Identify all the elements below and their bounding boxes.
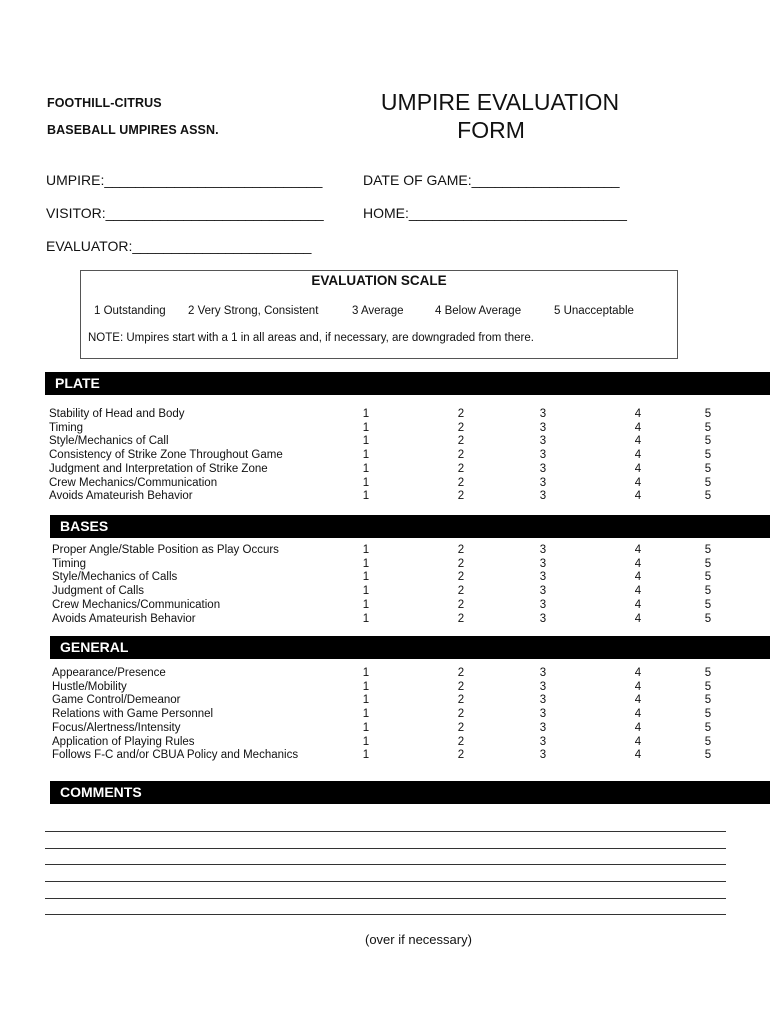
rating-option[interactable]: 5 xyxy=(704,721,712,734)
rating-option[interactable]: 2 xyxy=(457,408,465,420)
rating-option[interactable]: 5 xyxy=(704,449,712,462)
rating-option[interactable]: 2 xyxy=(457,544,465,556)
rating-option[interactable]: 1 xyxy=(362,598,370,611)
rating-option[interactable]: 1 xyxy=(362,749,370,762)
rating-option[interactable]: 1 xyxy=(362,476,370,489)
rating-option[interactable]: 5 xyxy=(704,476,712,489)
criterion-label: Style/Mechanics of Calls xyxy=(52,571,178,584)
plate-criteria-list xyxy=(49,408,283,504)
rating-option[interactable]: 2 xyxy=(457,449,465,462)
criterion-label: Proper Angle/Stable Position as Play Occurs xyxy=(52,544,279,556)
section-header-general: GENERAL xyxy=(50,636,770,659)
rating-option[interactable]: 4 xyxy=(634,462,642,475)
criterion-label: Timing xyxy=(49,421,84,434)
rating-option[interactable]: 4 xyxy=(634,694,642,707)
criterion-label: Appearance/Presence xyxy=(52,667,166,679)
criterion-label: Game Control/Demeanor xyxy=(52,694,181,707)
rating-option[interactable]: 3 xyxy=(539,598,547,611)
criterion-label: Stability of Head and Body xyxy=(49,408,185,420)
rating-option[interactable]: 4 xyxy=(634,544,642,556)
rating-option[interactable]: 5 xyxy=(704,557,712,570)
criterion-label: Consistency of Strike Zone Throughout Game xyxy=(49,449,283,462)
rating-option[interactable]: 5 xyxy=(704,585,712,598)
rating-option[interactable]: 4 xyxy=(634,585,642,598)
rating-option[interactable]: 5 xyxy=(704,694,712,707)
evaluation-scale-title: EVALUATION SCALE xyxy=(311,273,447,288)
rating-option[interactable]: 3 xyxy=(539,708,547,721)
rating-option[interactable]: 4 xyxy=(634,421,642,434)
rating-option[interactable]: 4 xyxy=(634,476,642,489)
rating-option[interactable]: 4 xyxy=(634,721,642,734)
criterion-label: Judgment of Calls xyxy=(52,585,145,598)
rating-option[interactable]: 5 xyxy=(704,544,712,556)
rating-option[interactable]: 2 xyxy=(457,585,465,598)
rating-option[interactable]: 1 xyxy=(362,694,370,707)
rating-option[interactable]: 4 xyxy=(634,557,642,570)
rating-option[interactable]: 4 xyxy=(634,408,642,420)
rating-option[interactable]: 2 xyxy=(457,680,465,693)
evaluation-scale-box xyxy=(80,270,678,359)
criterion-label: Focus/Alertness/Intensity xyxy=(52,721,181,734)
bases-rating-col-5 xyxy=(701,544,715,626)
general-rating-col-5 xyxy=(701,667,715,763)
section-header-bases: BASES xyxy=(50,515,770,538)
rating-option[interactable]: 5 xyxy=(704,749,712,762)
rating-option[interactable]: 3 xyxy=(539,435,547,448)
criterion-label: Avoids Amateurish Behavior xyxy=(52,612,196,625)
criterion-label: Timing xyxy=(52,557,87,570)
rating-option[interactable]: 5 xyxy=(704,408,712,420)
general-rating-col-1 xyxy=(359,667,373,763)
rating-option[interactable]: 2 xyxy=(457,749,465,762)
rating-option[interactable]: 1 xyxy=(362,449,370,462)
umpire-field[interactable]: UMPIRE:____________________________ xyxy=(46,172,323,188)
rating-option[interactable]: 1 xyxy=(362,585,370,598)
rating-option[interactable]: 5 xyxy=(704,680,712,693)
rating-option[interactable]: 1 xyxy=(362,490,370,503)
rating-option[interactable]: 5 xyxy=(704,735,712,748)
criterion-label: Crew Mechanics/Communication xyxy=(52,598,221,611)
rating-option[interactable]: 5 xyxy=(704,490,712,503)
rating-option[interactable]: 1 xyxy=(362,735,370,748)
rating-option[interactable]: 5 xyxy=(704,598,712,611)
rating-option[interactable]: 4 xyxy=(634,708,642,721)
rating-option[interactable]: 1 xyxy=(362,708,370,721)
rating-option[interactable]: 2 xyxy=(457,476,465,489)
rating-option[interactable]: 3 xyxy=(539,721,547,734)
plate-rating-col-4 xyxy=(631,408,645,504)
rating-option[interactable]: 4 xyxy=(634,735,642,748)
rating-option[interactable]: 5 xyxy=(704,612,712,625)
criterion-label: Avoids Amateurish Behavior xyxy=(49,490,193,503)
general-criteria-list xyxy=(52,667,298,763)
evaluator-field[interactable]: EVALUATOR:_______________________ xyxy=(46,238,312,254)
scale-item-below-average: 4 Below Average xyxy=(435,305,522,317)
rating-option[interactable]: 1 xyxy=(362,612,370,625)
rating-option[interactable]: 2 xyxy=(457,612,465,625)
criterion-label: Follows F-C and/or CBUA Policy and Mechanics xyxy=(52,749,299,762)
plate-rating-col-5 xyxy=(701,408,715,504)
home-field[interactable]: HOME:____________________________ xyxy=(363,205,627,221)
rating-option[interactable]: 2 xyxy=(457,667,465,679)
rating-option[interactable]: 2 xyxy=(457,557,465,570)
bases-rating-col-2 xyxy=(454,544,468,626)
rating-option[interactable]: 4 xyxy=(634,612,642,625)
rating-option[interactable]: 4 xyxy=(634,449,642,462)
rating-option[interactable]: 3 xyxy=(539,421,547,434)
comment-line[interactable] xyxy=(45,831,726,832)
scale-item-unacceptable: 5 Unacceptable xyxy=(554,305,634,317)
rating-option[interactable]: 2 xyxy=(457,462,465,475)
rating-option[interactable]: 2 xyxy=(457,490,465,503)
comment-line[interactable] xyxy=(45,864,726,865)
rating-option[interactable]: 5 xyxy=(704,421,712,434)
comment-line[interactable] xyxy=(45,914,726,915)
rating-option[interactable]: 3 xyxy=(539,571,547,584)
rating-option[interactable]: 3 xyxy=(539,667,547,679)
general-rating-col-2 xyxy=(454,667,468,763)
rating-option[interactable]: 1 xyxy=(362,462,370,475)
form-title-line2: FORM xyxy=(457,117,525,143)
rating-option[interactable]: 3 xyxy=(539,557,547,570)
rating-option[interactable]: 5 xyxy=(704,667,712,679)
rating-option[interactable]: 3 xyxy=(539,585,547,598)
section-header-plate: PLATE xyxy=(45,372,770,395)
rating-option[interactable]: 3 xyxy=(539,449,547,462)
org-name-line1: FOOTHILL-CITRUS xyxy=(47,96,162,110)
rating-option[interactable]: 2 xyxy=(457,421,465,434)
rating-option[interactable]: 3 xyxy=(539,680,547,693)
rating-option[interactable]: 4 xyxy=(634,667,642,679)
rating-option[interactable]: 4 xyxy=(634,680,642,693)
rating-option[interactable]: 5 xyxy=(704,571,712,584)
criterion-label: Judgment and Interpretation of Strike Zone xyxy=(49,462,268,475)
bases-rating-col-4 xyxy=(631,544,645,626)
rating-option[interactable]: 5 xyxy=(704,708,712,721)
criterion-label: Relations with Game Personnel xyxy=(52,708,214,721)
rating-option[interactable]: 2 xyxy=(457,598,465,611)
rating-option[interactable]: 3 xyxy=(539,735,547,748)
footer-note: (over if necessary) xyxy=(365,932,472,947)
comment-line[interactable] xyxy=(45,848,726,849)
rating-option[interactable]: 4 xyxy=(634,598,642,611)
rating-option[interactable]: 1 xyxy=(362,408,370,420)
rating-option[interactable]: 1 xyxy=(362,680,370,693)
rating-option[interactable]: 2 xyxy=(457,435,465,448)
rating-option[interactable]: 1 xyxy=(362,544,370,556)
rating-option[interactable]: 2 xyxy=(457,735,465,748)
bases-criteria-list xyxy=(52,544,279,626)
rating-option[interactable]: 1 xyxy=(362,435,370,448)
rating-option[interactable]: 4 xyxy=(634,571,642,584)
scale-item-average: 3 Average xyxy=(352,305,404,317)
comment-line[interactable] xyxy=(45,881,726,882)
rating-option[interactable]: 2 xyxy=(457,571,465,584)
rating-option[interactable]: 3 xyxy=(539,408,547,420)
visitor-field[interactable]: VISITOR:____________________________ xyxy=(46,205,324,221)
bases-rating-col-1 xyxy=(359,544,373,626)
bases-rating-col-3 xyxy=(536,544,550,626)
criterion-label: Hustle/Mobility xyxy=(52,680,127,693)
rating-option[interactable]: 1 xyxy=(362,557,370,570)
plate-rating-col-3 xyxy=(536,408,550,504)
rating-option[interactable]: 3 xyxy=(539,612,547,625)
general-rating-col-4 xyxy=(631,667,645,763)
criterion-label: Style/Mechanics of Call xyxy=(49,435,169,448)
scale-item-outstanding: 1 Outstanding xyxy=(94,305,166,317)
rating-option[interactable]: 2 xyxy=(457,708,465,721)
rating-option[interactable]: 1 xyxy=(362,421,370,434)
general-rating-col-3 xyxy=(536,667,550,763)
form-title-line1: UMPIRE EVALUATION xyxy=(380,89,620,115)
rating-option[interactable]: 1 xyxy=(362,667,370,679)
rating-option[interactable]: 5 xyxy=(704,462,712,475)
rating-option[interactable]: 3 xyxy=(539,462,547,475)
scale-note: NOTE: Umpires start with a 1 in all areas and, if necessary, are downgraded from there. xyxy=(88,332,534,344)
date-of-game-field[interactable]: DATE OF GAME:___________________ xyxy=(363,172,620,188)
rating-option[interactable]: 1 xyxy=(362,571,370,584)
rating-option[interactable]: 3 xyxy=(539,490,547,503)
rating-option[interactable]: 4 xyxy=(634,490,642,503)
rating-option[interactable]: 3 xyxy=(539,476,547,489)
rating-option[interactable]: 2 xyxy=(457,721,465,734)
plate-rating-col-1 xyxy=(359,408,373,504)
plate-rating-col-2 xyxy=(454,408,468,504)
scale-item-very-strong: 2 Very Strong, Consistent xyxy=(188,305,319,317)
rating-option[interactable]: 2 xyxy=(457,694,465,707)
rating-option[interactable]: 3 xyxy=(539,544,547,556)
rating-option[interactable]: 4 xyxy=(634,435,642,448)
criterion-label: Crew Mechanics/Communication xyxy=(49,476,218,489)
rating-option[interactable]: 3 xyxy=(539,694,547,707)
rating-option[interactable]: 5 xyxy=(704,435,712,448)
rating-option[interactable]: 1 xyxy=(362,721,370,734)
rating-option[interactable]: 3 xyxy=(539,749,547,762)
section-header-comments: COMMENTS xyxy=(50,781,770,804)
rating-option[interactable]: 4 xyxy=(634,749,642,762)
org-name-line2: BASEBALL UMPIRES ASSN. xyxy=(47,123,219,137)
comment-line[interactable] xyxy=(45,898,726,899)
criterion-label: Application of Playing Rules xyxy=(52,735,195,748)
